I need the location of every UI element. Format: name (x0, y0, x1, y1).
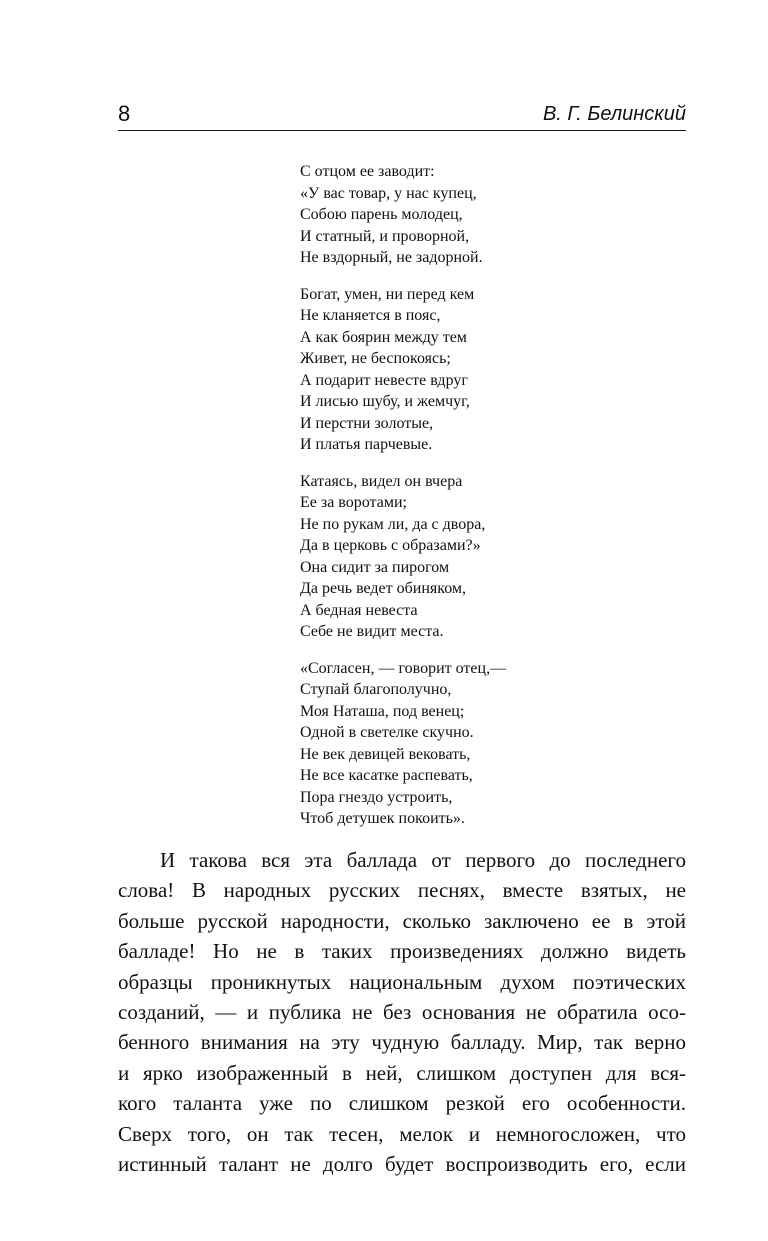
poem-line: Собою парень молодец, (300, 206, 463, 223)
prose-line: слова! В народных русских песнях, вместе взятых, не (118, 878, 686, 903)
poem-line: Не вздорный, не задорной. (300, 249, 483, 266)
poem-line: Не все касатке распевать, (300, 767, 473, 784)
prose-paragraph (118, 845, 686, 1179)
poem-line: Живет, не беспокоясь; (300, 350, 451, 367)
poem-line: Ее за воротами; (300, 494, 407, 511)
poem-line: Богат, умен, ни перед кем (300, 285, 475, 303)
header-rule (118, 130, 686, 131)
poem-line: Ступай благополучно, (300, 681, 452, 698)
poem-line: И статный, и проворной, (300, 227, 470, 245)
poem-line: А как боярин между тем (300, 328, 467, 346)
poem-line: Одной в светелке скучно. (300, 724, 474, 741)
poem-line: Не кланяется в пояс, (300, 307, 441, 324)
poem-line: Пора гнездо устроить, (300, 788, 453, 806)
prose-line: кого таланта уже по слишком резкой его особенности. (118, 1091, 686, 1116)
prose-line: истинный талант не долго будет воспроизводить его, если (118, 1152, 686, 1177)
poem-stanza (300, 161, 630, 269)
prose-line: балладе! Но не в таких произведениях должно видеть (118, 939, 686, 964)
poem-line: А подарит невесте вдруг (300, 371, 468, 389)
running-header (118, 101, 686, 133)
running-head-author: В. Г. Белинский (542, 103, 686, 125)
prose-line: больше русской народности, сколько заключено ее в этой (118, 908, 686, 933)
prose-line: И такова вся эта баллада от первого до последнего (160, 848, 686, 872)
poem-line: Катаясь, видел он вчера (300, 472, 463, 490)
poem-line: И перстни золотые, (300, 414, 434, 432)
poem-line: Да в церковь с образами?» (300, 537, 481, 554)
poem-line: Не век девицей вековать, (300, 745, 471, 763)
prose-line: образцы проникнутых национальным духом поэтических (118, 969, 686, 994)
prose-line: и ярко изображенный в ней, слишком доступен для вся- (118, 1060, 686, 1085)
poem-line: И платья парчевые. (300, 436, 433, 453)
poem-line: А бедная невеста (300, 601, 418, 619)
poem-line: Не по рукам ли, да с двора, (300, 515, 486, 533)
poem-stanza (300, 658, 630, 830)
page-number: 8 (118, 101, 131, 126)
prose-line: бенного внимания на эту чудную балладу. Мир, так верно (118, 1030, 686, 1055)
poem-line: И лисью шубу, и жемчуг, (300, 393, 470, 410)
prose-line: созданий, — и публика не без основания не обратила осо- (118, 1000, 686, 1025)
poem-line: Чтоб детушек покоить». (300, 810, 465, 827)
poem-line: «У вас товар, у нас купец, (300, 184, 477, 202)
poem-line: Себе не видит места. (300, 623, 444, 640)
poem-block (300, 161, 630, 845)
prose-line: Сверх того, он так тесен, мелок и немногосложен, что (118, 1121, 686, 1146)
poem-line: Да речь ведет обиняком, (300, 580, 467, 597)
poem-line: Моя Наташа, под венец; (300, 702, 465, 720)
poem-line: «Согласен, — говорит отец,— (300, 659, 507, 677)
poem-line: Она сидит за пирогом (300, 558, 450, 576)
poem-stanza (300, 471, 630, 643)
poem-line: С отцом ее заводит: (300, 163, 435, 180)
poem-stanza (300, 284, 630, 456)
